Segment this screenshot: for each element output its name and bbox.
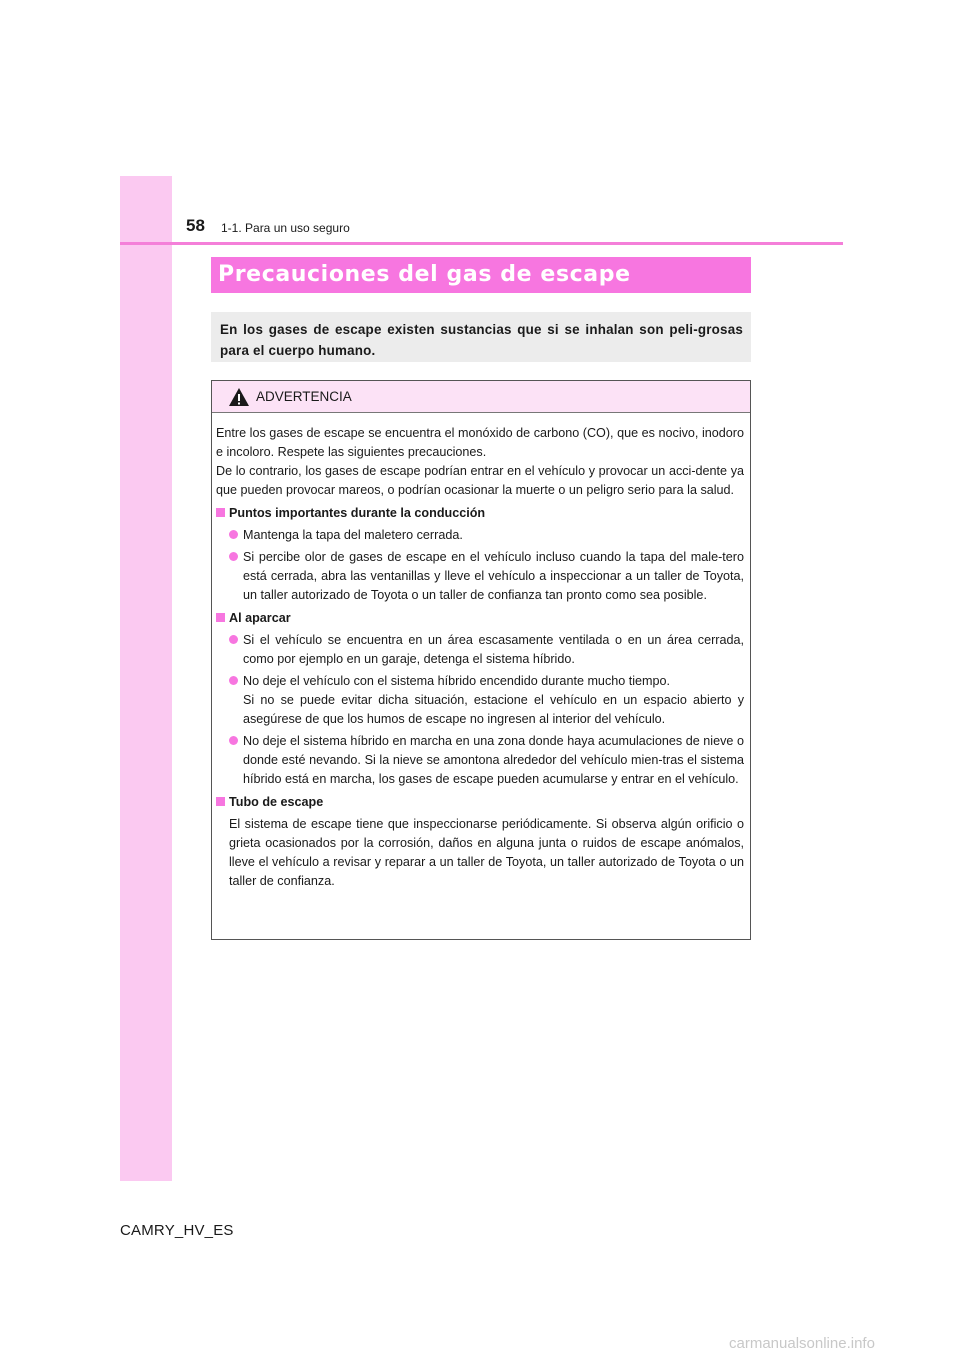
square-bullet-icon <box>216 797 225 806</box>
circle-bullet-icon <box>229 530 238 539</box>
sub-heading-label: Al aparcar <box>229 611 291 625</box>
footer-code: CAMRY_HV_ES <box>120 1222 234 1239</box>
warning-label: ADVERTENCIA <box>256 389 352 404</box>
sub-heading-label: Puntos importantes durante la conducción <box>229 506 486 520</box>
warning-body <box>216 424 744 891</box>
intro-text: En los gases de escape existen sustancias que si se inhalan son peli-grosas para el cuerpo humano. <box>220 322 743 358</box>
list-item <box>216 526 744 545</box>
circle-bullet-icon <box>229 736 238 745</box>
warning-triangle-icon <box>228 387 250 407</box>
watermark: carmanualsonline.info <box>729 1335 875 1352</box>
header-rule <box>120 242 843 245</box>
sub-heading-label: Tubo de escape <box>229 795 324 809</box>
list-item <box>216 548 744 605</box>
list-item <box>216 672 744 729</box>
side-band <box>120 176 172 1181</box>
list-item-text: Si el vehículo se encuentra en un área escasamente ventilada o en un área cerrada, como por ejemplo en un garaje, detenga el sistema híbrido. <box>243 633 744 666</box>
section-title: Precauciones del gas de escape <box>211 257 751 293</box>
sub-heading-driving <box>216 504 744 523</box>
warning-header <box>212 381 750 413</box>
page-number: 58 <box>186 216 205 235</box>
list-item-text: No deje el vehículo con el sistema híbrido encendido durante mucho tiempo. <box>243 674 671 688</box>
intro-box <box>211 312 751 362</box>
breadcrumb: 1-1. Para un uso seguro <box>221 221 350 235</box>
square-bullet-icon <box>216 508 225 517</box>
list-item-text: No deje el sistema híbrido en marcha en una zona donde haya acumulaciones de nieve o donde esté nevando. Si la nieve se amontona alrededor del vehículo mien-tras el sistema híbrido está en marcha, los gases de escape pueden acumularse y entrar en el vehículo. <box>243 734 744 786</box>
warning-paragraph: De lo contrario, los gases de escape podrían entrar en el vehículo y provocar un acci-dente ya que pueden provocar mareos, o podrían ocasionar la muerte o un peligro serio para la salud. <box>216 464 744 497</box>
list-item <box>216 732 744 789</box>
circle-bullet-icon <box>229 552 238 561</box>
list-item-text: Mantenga la tapa del maletero cerrada. <box>243 528 463 542</box>
circle-bullet-icon <box>229 635 238 644</box>
circle-bullet-icon <box>229 676 238 685</box>
sub-heading-parking <box>216 609 744 628</box>
list-item-text: Si percibe olor de gases de escape en el vehículo incluso cuando la tapa del male-tero está cerrada, abra las ventanillas y lleve el vehículo a inspeccionar a un taller de Toyota, un taller autorizado de Toyota o un taller de confianza tan pronto como sea posible. <box>243 550 744 602</box>
square-bullet-icon <box>216 613 225 622</box>
list-item <box>216 631 744 669</box>
sub-heading-exhaust-pipe <box>216 793 744 812</box>
list-item-continuation: Si no se puede evitar dicha situación, estacione el vehículo en un espacio abierto y asegúrese de que los humos de escape no ingresen al interior del vehículo. <box>243 693 744 726</box>
warning-paragraph: Entre los gases de escape se encuentra el monóxido de carbono (CO), que es nocivo, inodoro e incoloro. Respete las siguientes precauciones. <box>216 426 744 459</box>
warning-box <box>211 380 751 940</box>
exhaust-pipe-text: El sistema de escape tiene que inspeccionarse periódicamente. Si observa algún orificio o grieta ocasionados por la corrosión, daños en alguna junta o ruidos de escape anómalos, lleve el vehículo a revisar y reparar a un taller de Toyota, un taller autorizado de Toyota o un taller de confianza. <box>229 817 744 888</box>
